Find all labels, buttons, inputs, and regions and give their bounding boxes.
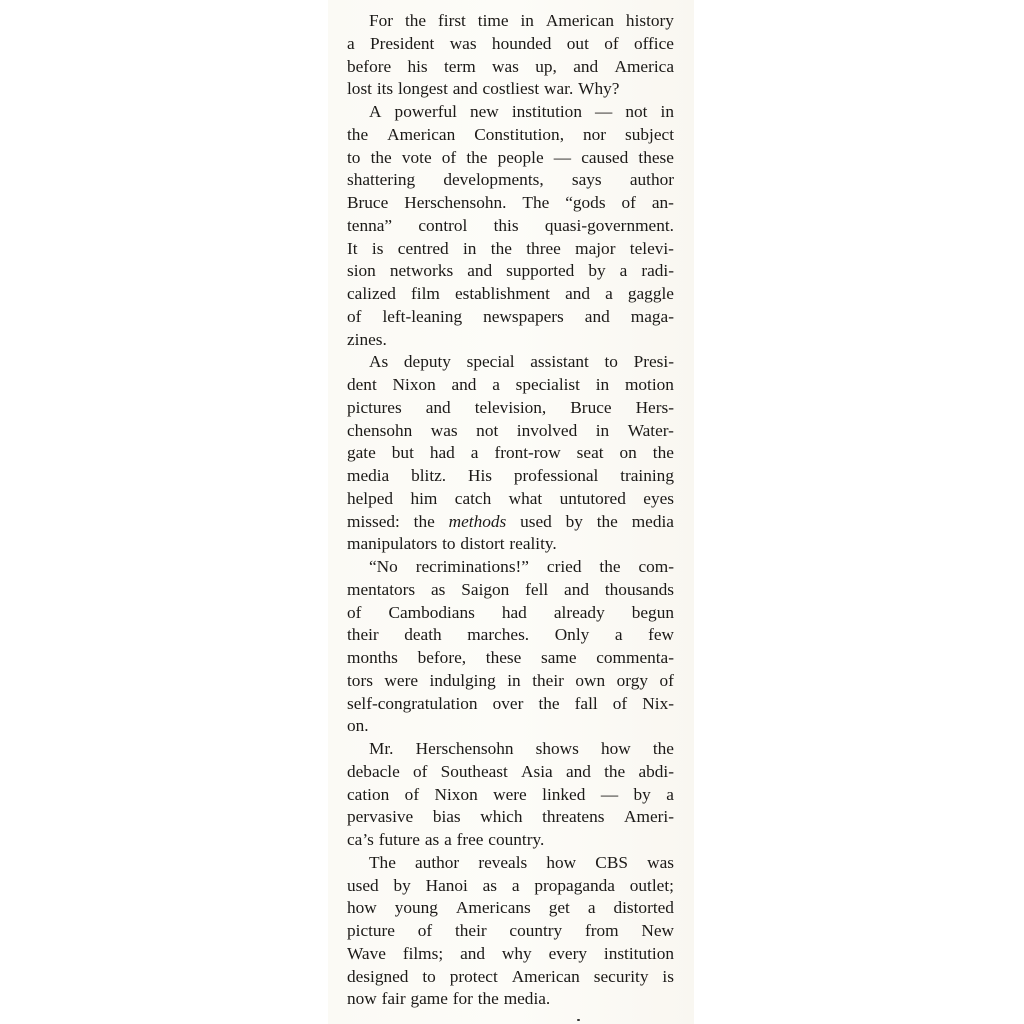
text-line: of Cambodians had already begun [347, 602, 674, 622]
text-line: Mr. Herschensohn shows how the [369, 739, 674, 758]
blurb-text-column [347, 10, 674, 1011]
text-line: dent Nixon and a specialist in motion [347, 375, 674, 394]
text-line: Bruce Herschensohn. The “gods of an- [347, 193, 674, 212]
text-line: sion networks and supported by a radi- [347, 261, 674, 281]
text-line: media blitz. His professional training [347, 466, 674, 485]
text-line: lost its longest and costliest war. Why? [347, 79, 620, 99]
text-line: debacle of Southeast Asia and the abdi- [347, 761, 674, 781]
text-line: missed: the methods used by the media [347, 511, 674, 531]
text-line: tenna” control this quasi-government. [347, 215, 674, 235]
text-line: a President was hounded out of office [347, 33, 674, 53]
text-line: designed to protect American security is [347, 966, 674, 986]
text-line: picture of their country from New [347, 921, 674, 940]
text-line: Wave films; and why every institution [347, 943, 674, 963]
text-line: cation of Nixon were linked — by a [347, 784, 674, 804]
paragraph [347, 556, 674, 738]
text-line: The author reveals how CBS was [369, 852, 674, 872]
text-line: calized film establishment and a gaggle [347, 284, 674, 303]
text-line: It is centred in the three major televi- [347, 238, 674, 258]
text-line: A powerful new institution — not in [369, 102, 674, 121]
text-line: helped him catch what untutored eyes [347, 488, 674, 508]
text-line: of left-leaning newspapers and maga- [347, 306, 674, 326]
text-line: their death marches. Only a few [347, 625, 674, 645]
text-line: mentators as Saigon fell and thousands [347, 579, 674, 599]
paragraph [347, 10, 674, 101]
print-speck [577, 1019, 580, 1021]
text-line: before his term was up, and America [347, 56, 674, 76]
text-line: on. [347, 716, 369, 736]
text-line: “No recriminations!” cried the com- [369, 557, 674, 576]
text-line: zines. [347, 329, 387, 349]
text-line: how young Americans get a distorted [347, 898, 674, 918]
text-line: pervasive bias which threatens Ameri- [347, 807, 674, 827]
text-line: For the first time in American history [369, 11, 674, 30]
text-line: used by Hanoi as a propaganda outlet; [347, 875, 674, 895]
text-line: gate but had a front-row seat on the [347, 443, 674, 463]
text-line: As deputy special assistant to Presi- [369, 352, 674, 372]
text-line: months before, these same commenta- [347, 648, 674, 667]
text-line: tors were indulging in their own orgy of [347, 670, 674, 690]
paragraph [347, 101, 674, 351]
text-line: ca’s future as a free country. [347, 830, 545, 849]
text-line: self-congratulation over the fall of Nix- [347, 693, 674, 713]
paragraph [347, 351, 674, 556]
paragraph [347, 852, 674, 1011]
text-line: shattering developments, says author [347, 170, 674, 190]
text-line: chensohn was not involved in Water- [347, 420, 674, 440]
text-line: pictures and television, Bruce Hers- [347, 397, 674, 417]
text-line: the American Constitution, nor subject [347, 124, 674, 144]
text-line: manipulators to distort reality. [347, 534, 557, 554]
paragraph [347, 738, 674, 852]
text-line: now fair game for the media. [347, 989, 551, 1009]
text-line: to the vote of the people — caused these [347, 147, 674, 167]
